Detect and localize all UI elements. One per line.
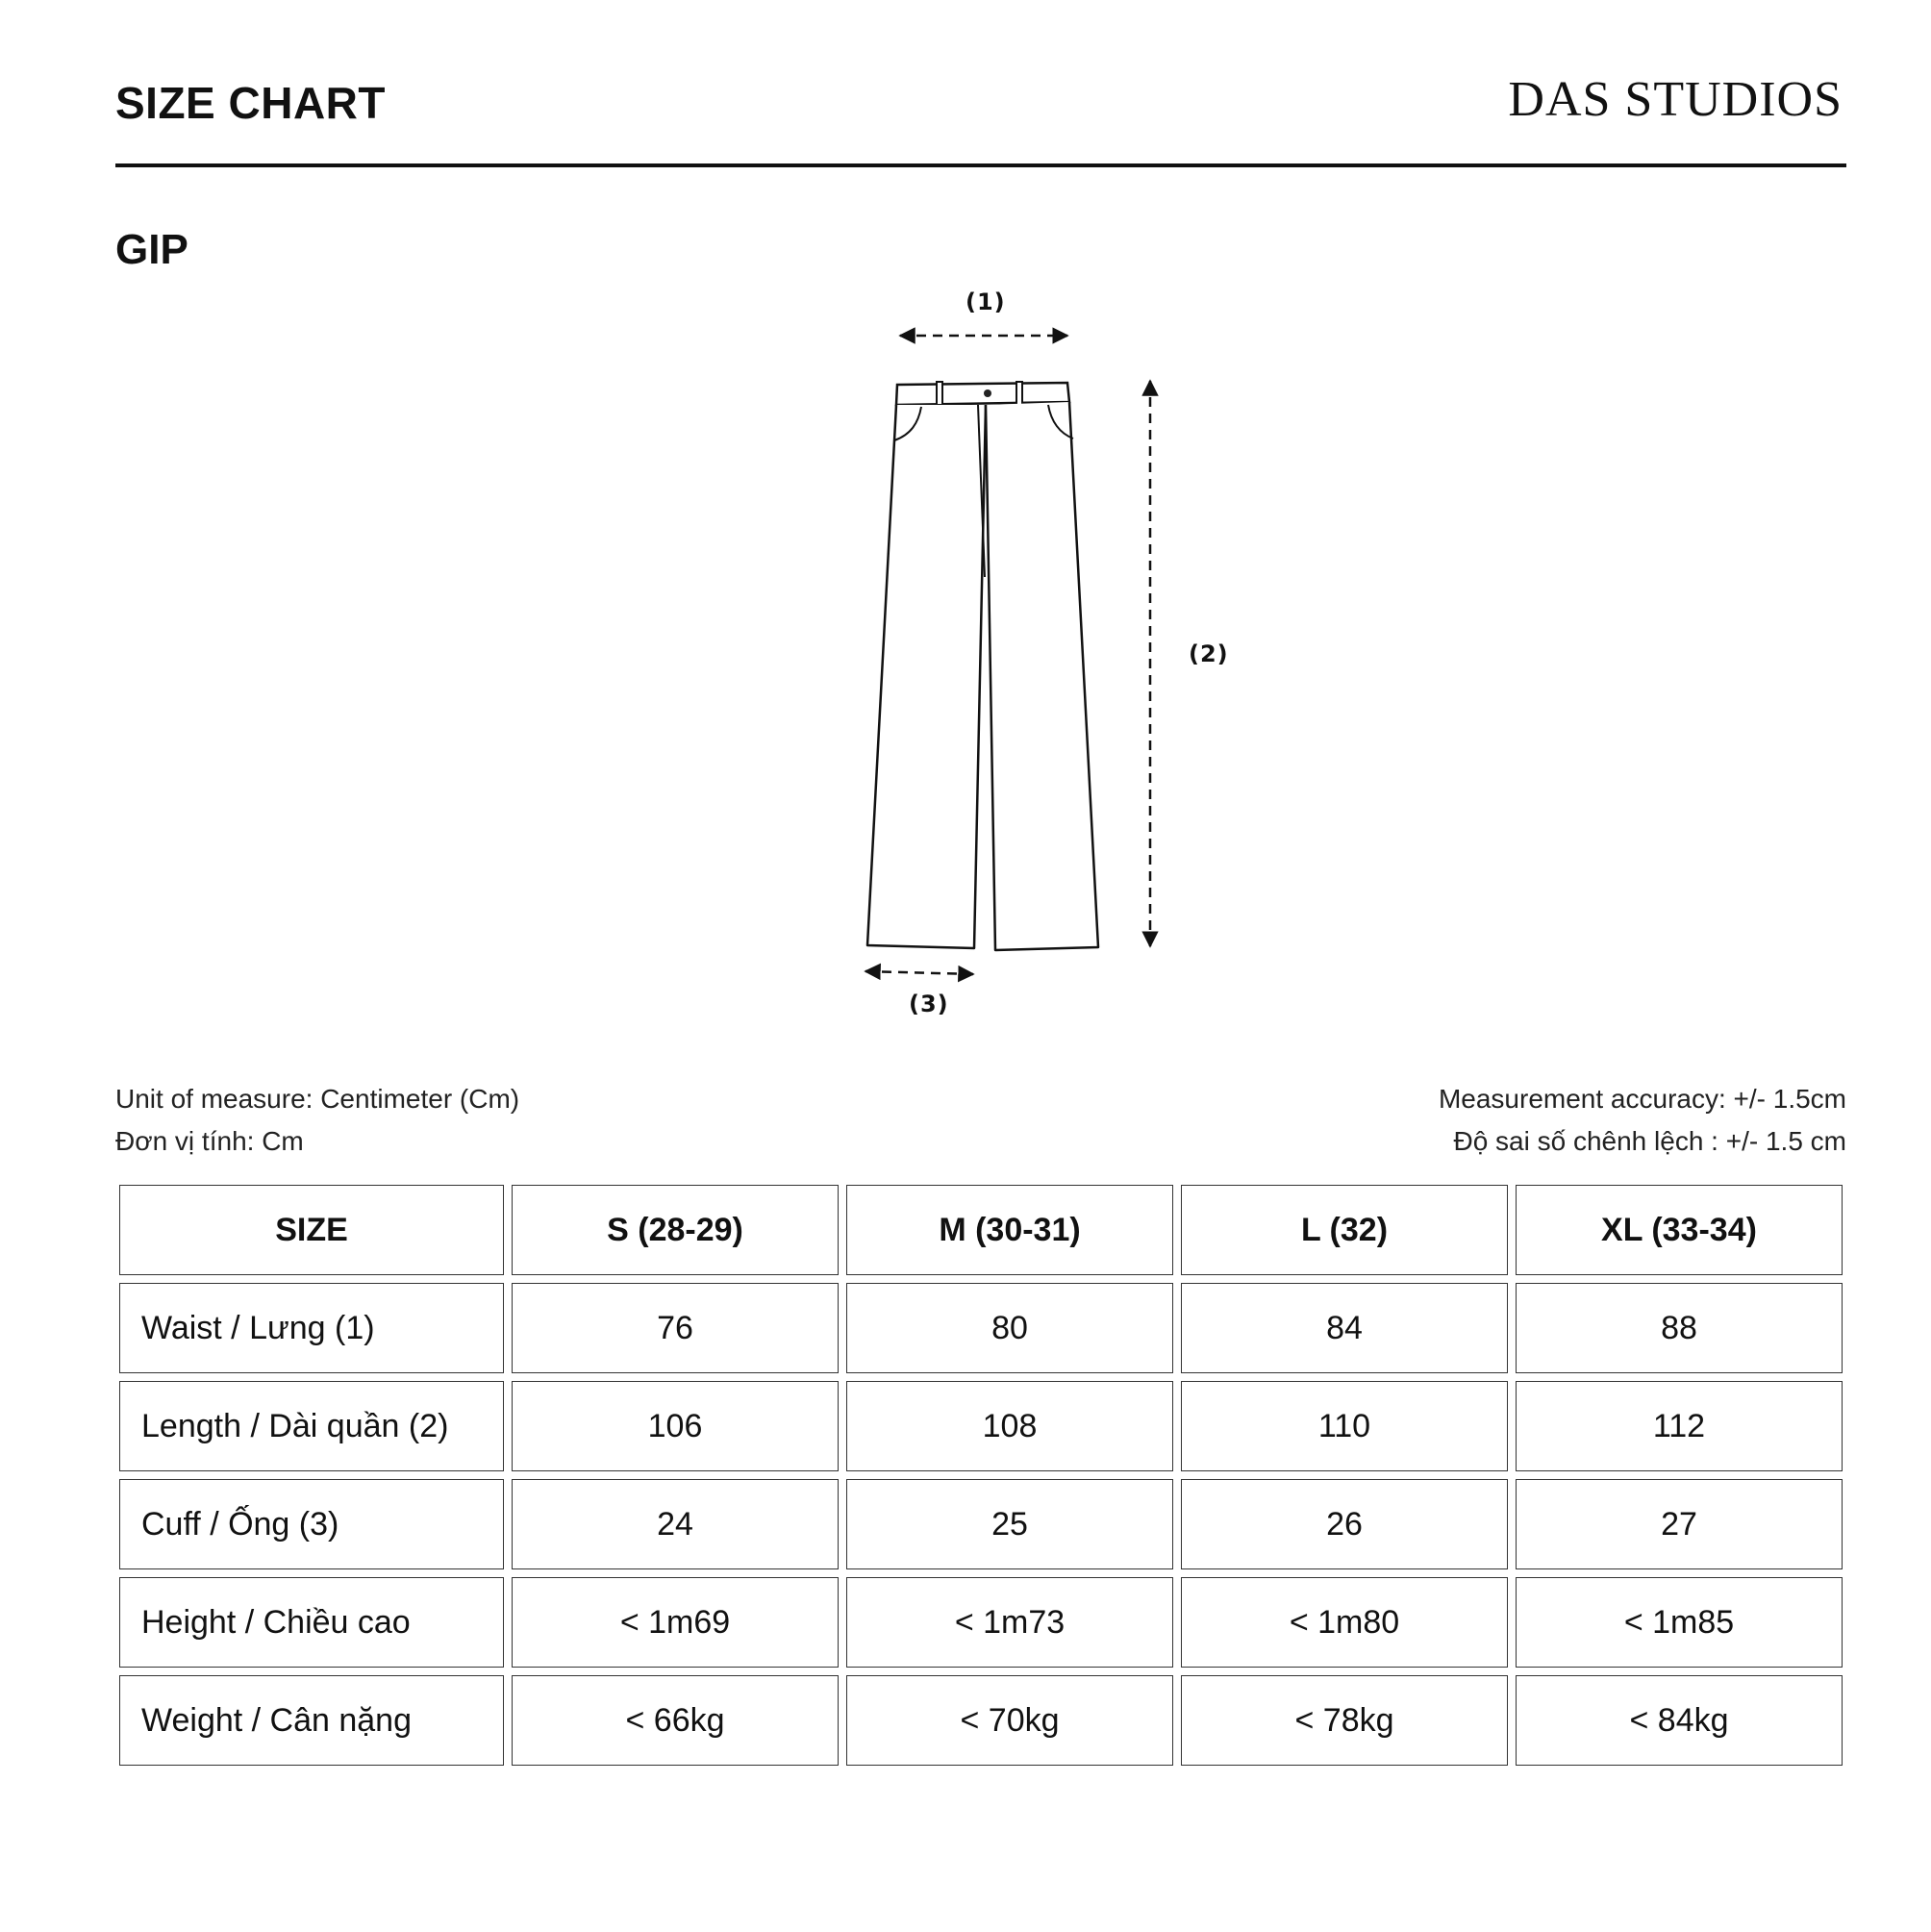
button [984, 389, 991, 397]
table-cell: 26 [1181, 1479, 1508, 1569]
row-label: Cuff / Ống (3) [119, 1479, 504, 1569]
brand-logo: DAS STUDIOS [1508, 72, 1843, 127]
table-cell: 108 [846, 1381, 1173, 1471]
table-cell: 112 [1516, 1381, 1843, 1471]
unit-en: Unit of measure: Centimeter (Cm) [115, 1084, 520, 1114]
page-title: SIZE CHART [115, 78, 386, 128]
fly-seam [978, 405, 985, 577]
table-cell: < 84kg [1516, 1675, 1843, 1766]
table-cell: 27 [1516, 1479, 1843, 1569]
label-cuff: (3) [909, 991, 949, 1017]
table-cell: 25 [846, 1479, 1173, 1569]
header-xl: XL (33-34) [1516, 1185, 1843, 1275]
row-label: Length / Dài quần (2) [119, 1381, 504, 1471]
pocket-right [1048, 405, 1073, 439]
product-name: GIP [115, 226, 188, 273]
table-row [119, 1283, 1843, 1373]
header-l: L (32) [1181, 1185, 1508, 1275]
table-cell: 84 [1181, 1283, 1508, 1373]
table-row [119, 1381, 1843, 1471]
label-waist: (1) [966, 289, 1006, 315]
cuff-arrow [865, 971, 973, 974]
table-cell: 76 [512, 1283, 839, 1373]
right-leg [986, 402, 1098, 950]
waistband [896, 383, 1069, 405]
table-cell: 106 [512, 1381, 839, 1471]
table-cell: < 1m80 [1181, 1577, 1508, 1668]
header-s: S (28-29) [512, 1185, 839, 1275]
table-cell: < 66kg [512, 1675, 839, 1766]
header-size: SIZE [119, 1185, 504, 1275]
table-cell: 110 [1181, 1381, 1508, 1471]
table-row [119, 1479, 1843, 1569]
belt-loop-left [937, 382, 942, 405]
header-divider [115, 163, 1846, 167]
table-cell: < 78kg [1181, 1675, 1508, 1766]
row-label: Height / Chiều cao [119, 1577, 504, 1668]
table-cell: < 1m69 [512, 1577, 839, 1668]
accuracy-en: Measurement accuracy: +/- 1.5cm [1438, 1084, 1846, 1114]
row-label: Weight / Cân nặng [119, 1675, 504, 1766]
left-leg [867, 405, 986, 948]
table-cell: < 1m73 [846, 1577, 1173, 1668]
header-m: M (30-31) [846, 1185, 1173, 1275]
table-row [119, 1675, 1843, 1766]
pocket-left [894, 407, 921, 440]
row-label: Waist / Lưng (1) [119, 1283, 504, 1373]
table-cell: 80 [846, 1283, 1173, 1373]
table-row [119, 1577, 1843, 1668]
table-cell: 88 [1516, 1283, 1843, 1373]
size-table [112, 1177, 1850, 1773]
table-header-row [119, 1185, 1843, 1275]
table-cell: 24 [512, 1479, 839, 1569]
accuracy-vi: Độ sai số chênh lệch : +/- 1.5 cm [1453, 1126, 1846, 1156]
belt-loop-right [1016, 382, 1022, 405]
label-length: (2) [1189, 640, 1229, 667]
table-cell: < 70kg [846, 1675, 1173, 1766]
table-cell: < 1m85 [1516, 1577, 1843, 1668]
unit-vi: Đơn vị tính: Cm [115, 1126, 304, 1156]
